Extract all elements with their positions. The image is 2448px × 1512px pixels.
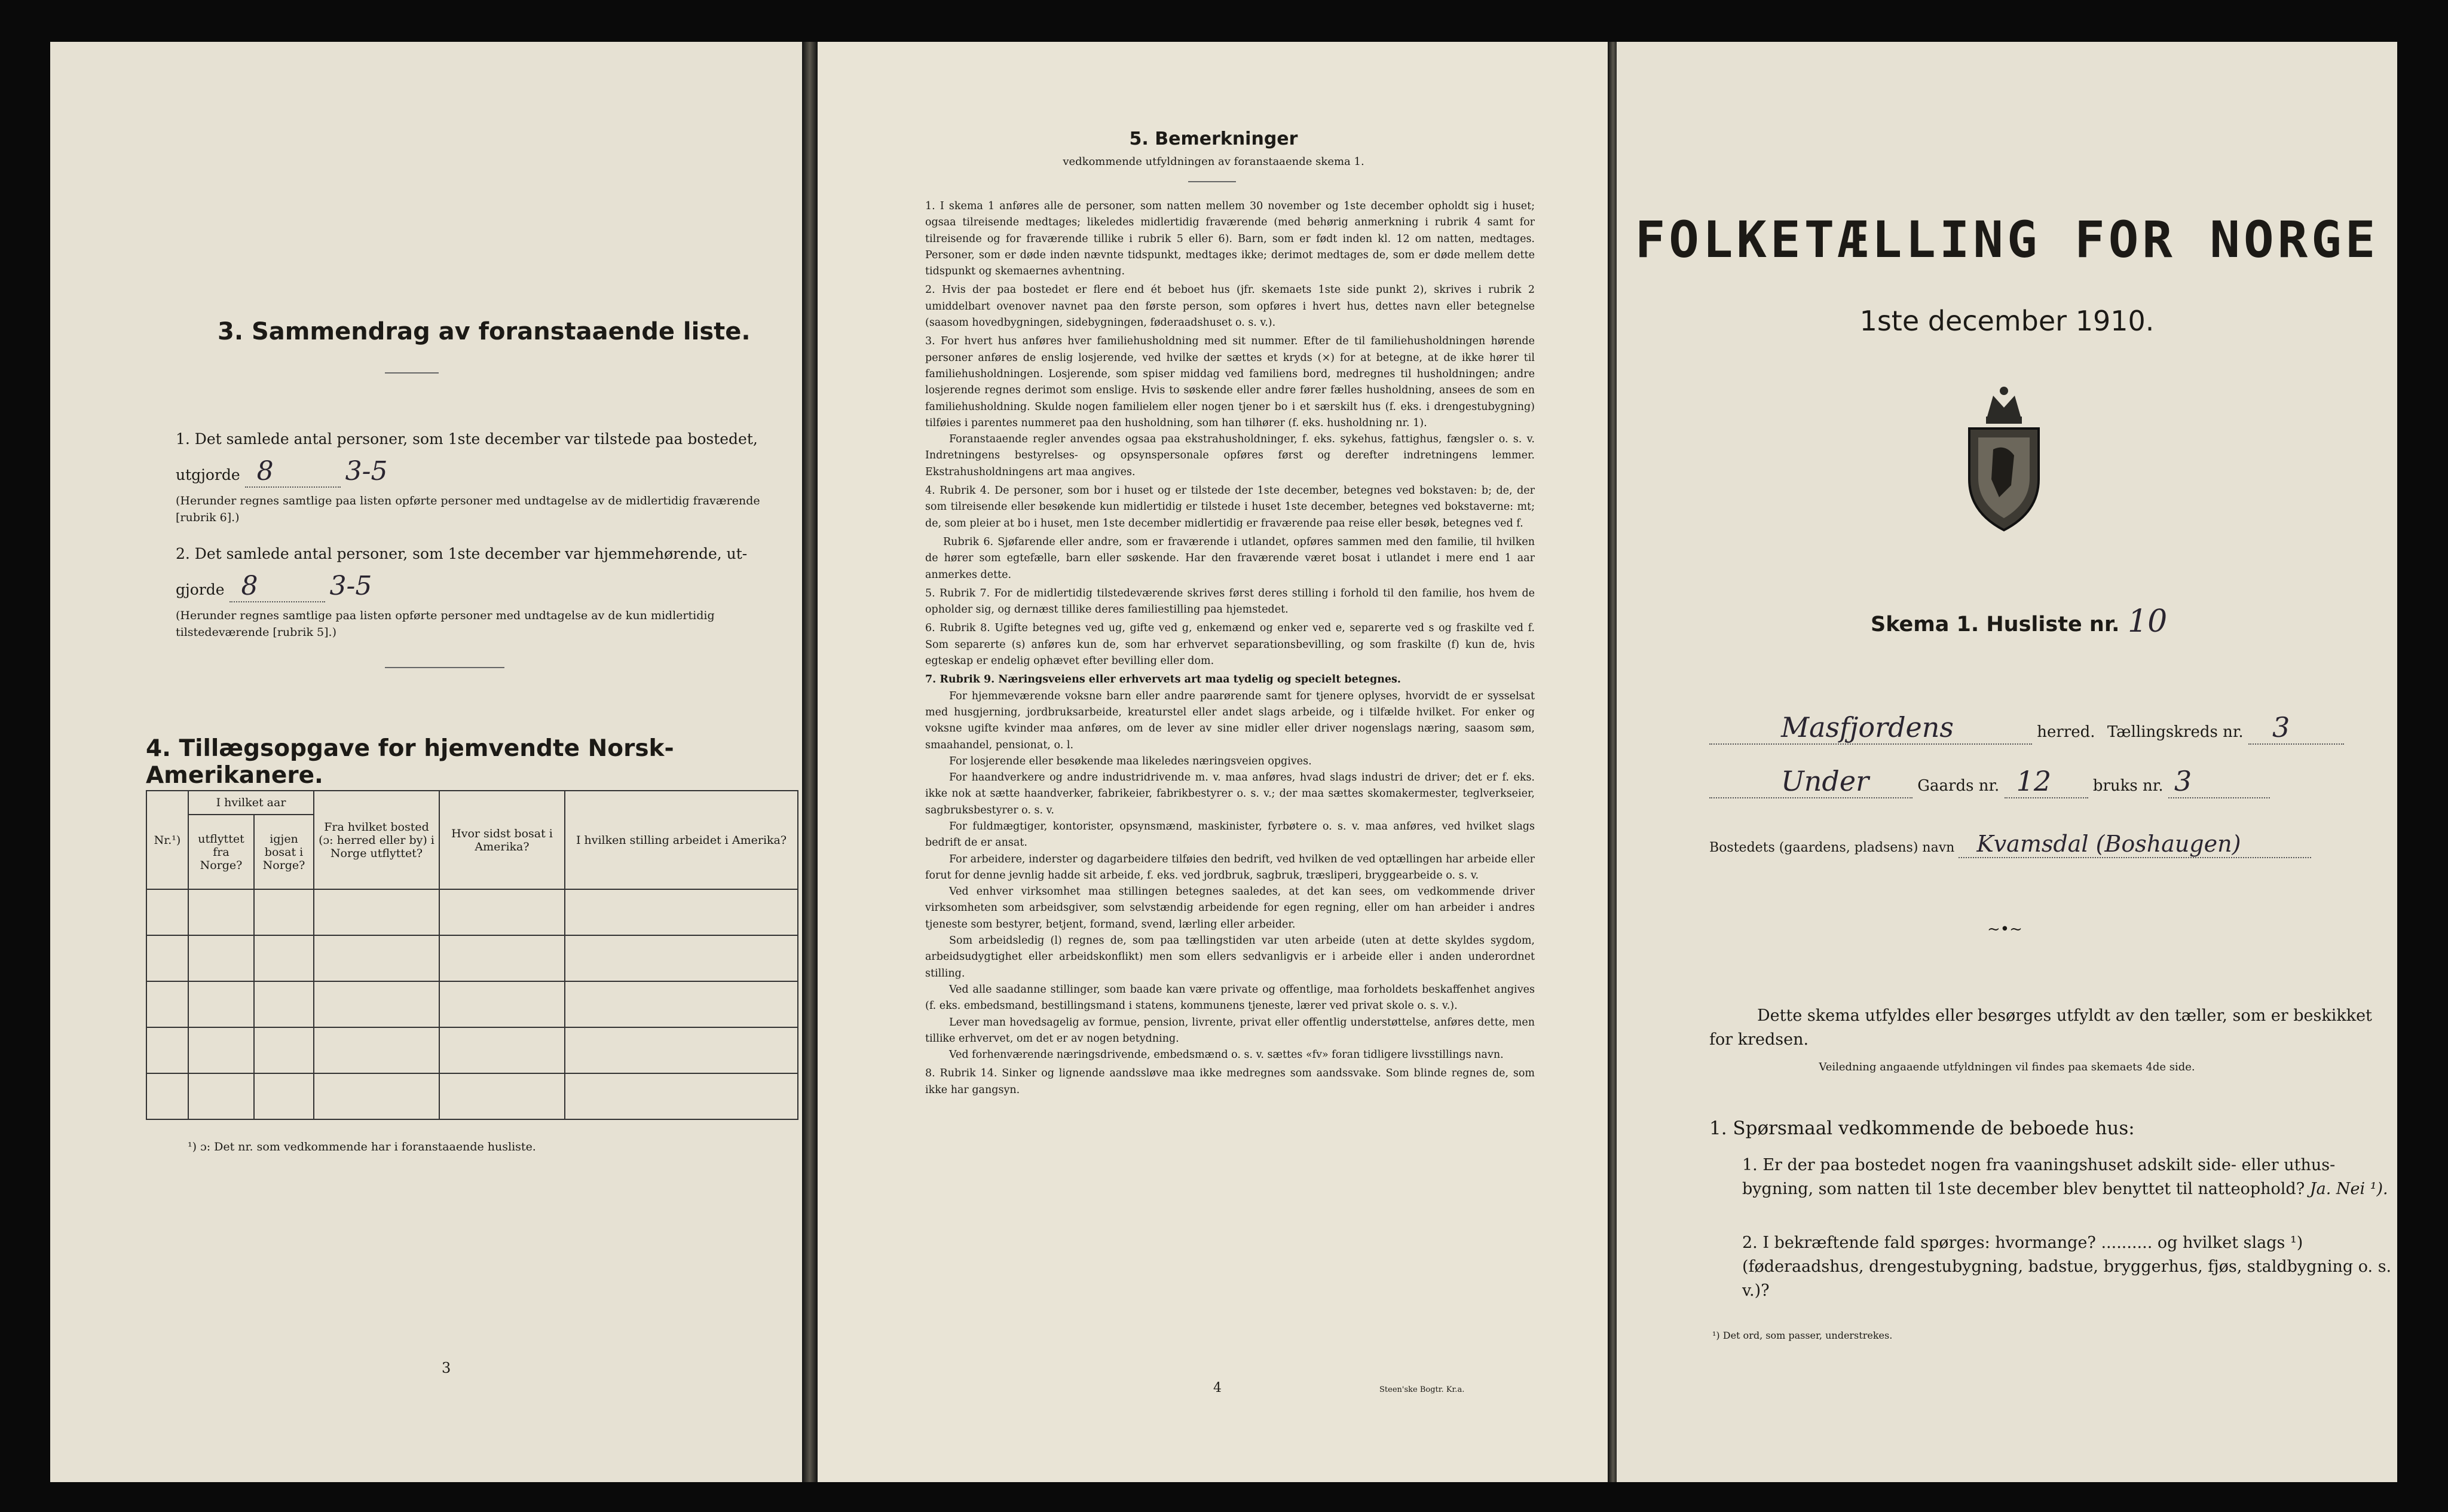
table-row (146, 935, 798, 981)
item-2-value: 8 (230, 571, 325, 602)
remark-paragraph: 4. Rubrik 4. De personer, som bor i huset og er tilstede der 1ste december, betegnes ved bokstaven: b; de, der som tilreisende eller besøkende kun midlertidig er tilstede i huset 1ste december, betegnes ved bokstaverne: mt; de, som pleier at bo i huset, men 1ste december midlertidig er fraværende paa reise eller besøk, betegnes ved f. (925, 485, 1535, 529)
page-number: 4 (1213, 1381, 1222, 1395)
divider (1188, 181, 1236, 182)
page-number: 3 (442, 1360, 451, 1376)
remark-paragraph: For arbeidere, inderster og dagarbeidere tilføies den bedrift, ved hvilken de ved optællingen har arbeide eller forut for denne jevnlig hadde sit arbeide, f. eks. ved jordbruk, sagbruk, træsliperi, bryggearbeide o. s. v. (925, 853, 1535, 882)
herred-line: Masfjordens herred. Tællingskreds nr. 3 (1709, 711, 2397, 745)
item-1-breakdown: 3-5 (345, 456, 388, 486)
remark-paragraph: 3. For hvert hus anføres hver familiehusholdning med sit nummer. Efter de til familiehusholdningen hørende personer anføres de enslig losjerende, ved hvilke der sættes et kryds (×) for at betegne, at de ikke hører til familiehusholdningen. Losjerende, som spiser middag ved familiens bord, medregnes til husholdningen; andre losjerende regnes derimot som enslige. Hvis to søskende eller andre fører fælles husholdning, ansees de som en familiehusholdning. Skulde nogen familielem eller nogen tjener bo i et særskilt hus (f. eks. i drengestubygning) tilføies i parentes nummeret paa den husholdning, som han tilhører (f. eks. husholdning nr. 1). (925, 335, 1535, 429)
table-row (146, 889, 798, 935)
husliste-nr: 10 (2128, 604, 2168, 639)
question-1: 1. Er der paa bostedet nogen fra vaaningshuset adskilt side- eller uthus-bygning, som natten til 1ste december blev benyttet til natteophold? Ja. Nei ¹). (1742, 1156, 2388, 1198)
remark-paragraph: Ved forhenværende næringsdrivende, embedsmænd o. s. v. sættes «fv» foran tidligere livsstillings navn. (949, 1049, 1504, 1061)
item-1-note: (Herunder regnes samtlige paa listen opførte personer med undtagelse av de midlertidig fraværende [rubrik 6].) (176, 494, 760, 524)
remark-paragraph: Ved enhver virksomhet maa stillingen betegnes saaledes, at det kan sees, om vedkommende driver virksomheten som arbeidsgiver, som selvstændig arbeidende for egen regning, eller om han arbeider i andres tjeneste som bestyrer, betjent, formand, svend, lærling eller arbeider. (925, 886, 1535, 931)
section-3-title: 3. Sammendrag av foranstaaende liste. (218, 318, 751, 345)
kreds-value: 3 (2248, 711, 2344, 745)
questions-heading: 1. Spørsmaal vedkommende de beboede hus: (1709, 1118, 2135, 1139)
q1-answer: Ja. Nei ¹). (2309, 1180, 2388, 1198)
remarks-subtitle: vedkommende utfyldningen av foranstaaende skema 1. (1063, 155, 1364, 168)
ornament: ~•~ (1987, 920, 2022, 938)
skema-label: Skema 1. Husliste nr. (1871, 613, 2120, 636)
footnote: ¹) Det ord, som passer, understrekes. (1712, 1330, 1893, 1341)
remark-paragraph: Lever man hovedsagelig av formue, pension, livrente, privat eller offentlig understøttelse, anføres dette, men tillike erhvervet, om det er av nogen betydning. (925, 1016, 1535, 1045)
coat-of-arms-icon (1960, 384, 2048, 533)
remark-paragraph: 8. Rubrik 14. Sinker og lignende aandssløve maa ikke medregnes som aandssvake. Som blinde regnes de, som ikke har gangsyn. (925, 1067, 1535, 1096)
remark-paragraph: 1. I skema 1 anføres alle de personer, som natten mellem 30 november og 1ste december opholdt sig i huset; ogsaa tilreisende medtages; likeledes midlertidig fraværende (med behørig anmerkning i rubrik 4 samt for tilreisende og for fraværende tillike i rubrik 5 eller 6). Barn, som er født inden kl. 12 om natten, medtages. Personer, som er døde inden nævnte tidspunkt, medtages ikke; derimot medtages de, som er døde mellem dette tidspunkt og skemaernes avhentning. (925, 200, 1535, 278)
page-3 (50, 42, 802, 1482)
gaard-name: Under (1709, 765, 1912, 798)
remark-paragraph: Foranstaaende regler anvendes ogsaa paa ekstrahusholdninger, f. eks. sykehus, fattighus, fængsler o. s. v. Indretningens bestyrelses- og opsynspersonale opføres først og derefter indretningens lemmer. Ekstrahusholdningens art maa angives. (925, 433, 1535, 478)
remark-paragraph: 7. Rubrik 9. Næringsveiens eller erhvervets art maa tydelig og specielt betegnes. (925, 674, 1401, 686)
divider (385, 372, 439, 374)
remark-paragraph: Rubrik 6. Sjøfarende eller andre, som er fraværende i utlandet, opføres sammen med den familie, til hvilken de hører som egtefælle, barn eller søskende. Har den fraværende været bosat i utlandet i mere end 1 aar anmerkes dette. (925, 535, 1535, 581)
bosted-value: Kvamsdal (Boshaugen) (1959, 831, 2311, 858)
herred-value: Masfjordens (1709, 711, 2032, 745)
remark-paragraph: 5. Rubrik 7. For de midlertidig tilstedeværende skrives først deres stilling i forhold til den familie, hos hvem de opholder sig, og dernæst tillike deres familiestilling paa hjemstedet. (925, 587, 1535, 616)
bruks-value: 3 (2168, 765, 2270, 798)
remark-paragraph: For losjerende eller besøkende maa likeledes næringsveien opgives. (949, 755, 1312, 767)
bosted-line: Bostedets (gaardens, pladsens) navn Kvamsdal (Boshaugen) (1709, 831, 2397, 858)
summary-item-2: 2. Det samlede antal personer, som 1ste december var hjemmehørende, ut- gjorde 8 3-5 (Herunder regnes samtlige paa listen opførte personer med undtagelse av de kun midlertidig tilstedeværende [rubrik 5].) (176, 545, 797, 641)
question-2: 2. I bekræftende fald spørges: hvormange? .......... og hvilket slags ¹) (føderaadshus, drengestubygning, badstue, bryggerhus, fjøs, staldbygning o. s. v.)? (1742, 1234, 2392, 1300)
summary-item-1: 1. Det samlede antal personer, som 1ste december var tilstede paa bostedet, utgjorde 8 3-5 (Herunder regnes samtlige paa listen opførte personer med undtagelse av de midlertidig fraværende [rubrik 6].) (176, 430, 797, 526)
remark-paragraph: 2. Hvis der paa bostedet er flere end ét beboet hus (jfr. skemaets 1ste side punkt 2), skrives i rubrik 2 umiddelbart ovenover navnet paa den første person, som opføres i hvert hus, dettes navn eller betegnelse (saasom hovedbygningen, sidebygningen, føderaadshuset o. s. v.). (925, 284, 1535, 329)
census-date: 1ste december 1910. (1859, 305, 2155, 337)
remark-paragraph: For fuldmægtiger, kontorister, opsynsmænd, maskinister, fyrbøtere o. s. v. maa anføres, ved hvilket slags bedrift de er ansat. (925, 820, 1535, 849)
table-row (146, 981, 798, 1027)
remark-paragraph: For haandverkere og andre industridrivende m. v. maa anføres, hvad slags industri de driver; det er f. eks. ikke nok at sætte haandverker, fabrikeier, fabrikbestyrer o. s. v.; der maa sættes skomakermester, teglverkseier, sagbruksbestyrer o. s. v. (925, 772, 1535, 816)
item-2-breakdown: 3-5 (329, 571, 372, 601)
guidance-text: Veiledning angaaende utfyldningen vil findes paa skemaets 4de side. (1819, 1061, 2195, 1073)
gaards-value: 12 (2005, 765, 2088, 798)
census-title: FOLKETÆLLING FOR NORGE (1635, 210, 2379, 269)
gaard-line: Under Gaards nr. 12 bruks nr. 3 (1709, 765, 2397, 798)
page-1 (1617, 42, 2397, 1482)
divider (385, 667, 504, 668)
section-4-title: 4. Tillægsopgave for hjemvendte Norsk-Amerikanere. (146, 735, 674, 789)
item-1-text: 1. Det samlede antal personer, som 1ste december var tilstede paa bostedet, (176, 430, 758, 448)
intro-text: Dette skema utfyldes eller besørges utfyldt av den tæller, som er beskikket for kredsen. (1709, 1006, 2372, 1049)
item-2-note: (Herunder regnes samtlige paa listen opførte personer med undtagelse av de kun midlertidig tilstedeværende [rubrik 5].) (176, 609, 715, 639)
page-4 (818, 42, 1609, 1482)
remarks-list (925, 198, 1535, 1098)
remarks-title: 5. Bemerkninger (1129, 128, 1298, 149)
remark-paragraph: Som arbeidsledig (l) regnes de, som paa tællingstiden var uten arbeide (uten at dette skyldes sygdom, arbeidsudygtighet eller arbeidskonflikt) men som ellers sedvanligvis er i arbeide eller i anden underordnet stilling. (925, 935, 1535, 980)
printer-mark: Steen'ske Bogtr. Kr.a. (1379, 1385, 1465, 1394)
table-footnote: ¹) ɔ: Det nr. som vedkommende har i foranstaaende husliste. (188, 1140, 536, 1153)
norsk-amerikanere-table: Nr.¹) I hvilket aar Fra hvilket bosted (ɔ: herred eller by) i Norge utflyttet? Hvor sidst bosat i Amerika? I hvilken stilling arbeidet i Amerika? utflyttet fra Norge? igjen bosat i Norge? (146, 790, 798, 1120)
item-2-text: 2. Det samlede antal personer, som 1ste december var hjemmehørende, ut- (176, 545, 748, 562)
remark-paragraph: For hjemmeværende voksne barn eller andre paarørende samt for tjenere oplyses, hvorvidt de er sysselsat med husgjerning, jordbruksarbeide, kreaturstel eller andet slags arbeide, og i tilfælde hvilket. For enker og voksne ugifte kvinder maa anføres, om de lever av sine midler eller driver nogenslags næring, saasom søm, smaahandel, pensionat, o. l. (925, 690, 1535, 751)
remark-paragraph: Ved alle saadanne stillinger, som baade kan være private og offentlige, maa forholdets beskaffenhet angives (f. eks. embedsmand, bestillingsmand i statens, kommunens tjeneste, lærer ved privat skole o. s. v.). (925, 983, 1535, 1012)
table-row (146, 1073, 798, 1119)
item-1-value: 8 (245, 456, 341, 488)
remark-paragraph: 6. Rubrik 8. Ugifte betegnes ved ug, gifte ved g, enkemænd og enker ved e, separerte ved s og fraskilte ved f. Som separerte (s) anføres kun de, som har erhvervet separationsbevilling, og som fraskilte (f) kun de, hvis egteskap er endelig ophævet efter bevilling eller dom. (925, 622, 1535, 668)
spine (802, 42, 818, 1482)
table-row (146, 1027, 798, 1073)
